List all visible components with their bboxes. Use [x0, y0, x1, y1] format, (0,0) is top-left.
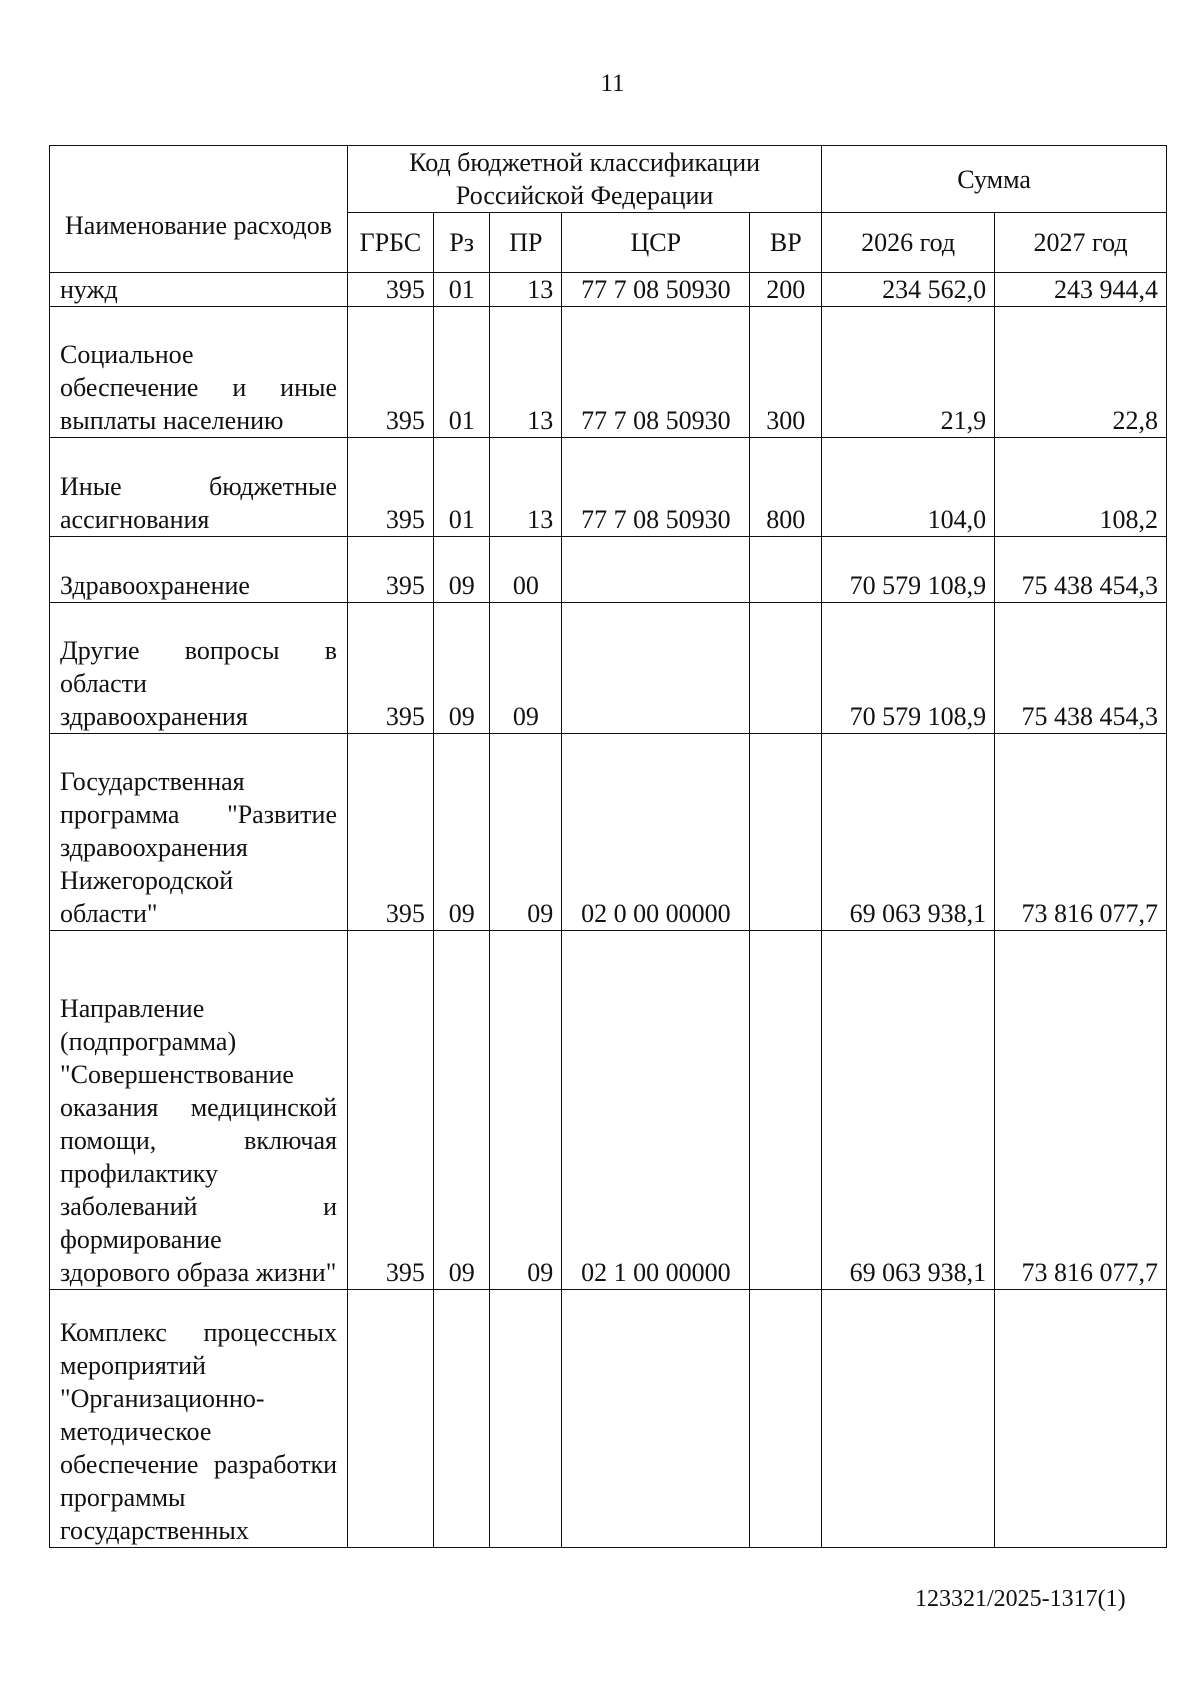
- row-2027: 75 438 454,3: [995, 603, 1167, 734]
- row-rz: [433, 1290, 490, 1548]
- header-code-group: Код бюджетной классификации Российской Федерации: [348, 146, 822, 213]
- budget-table: [49, 145, 1167, 1548]
- row-name: Комплекс процессных мероприятий "Организационно-методическое обеспечение разработки программы государственных: [50, 1290, 348, 1548]
- row-vr: 300: [750, 307, 822, 438]
- table-row: [50, 931, 1167, 1290]
- row-rz: 01: [433, 307, 490, 438]
- row-vr: [750, 603, 822, 734]
- row-2026: 69 063 938,1: [822, 734, 995, 931]
- row-2027: 73 816 077,7: [995, 734, 1167, 931]
- row-grbs: 395: [348, 931, 434, 1290]
- row-2027: 22,8: [995, 307, 1167, 438]
- row-pr: 09: [490, 734, 562, 931]
- row-2027: 75 438 454,3: [995, 537, 1167, 603]
- row-2026: 70 579 108,9: [822, 603, 995, 734]
- header-sum-group: Сумма: [822, 146, 1167, 213]
- row-rz: 01: [433, 273, 490, 307]
- row-pr: 09: [490, 603, 562, 734]
- table-row: [50, 734, 1167, 931]
- row-2026: 234 562,0: [822, 273, 995, 307]
- row-name: нужд: [50, 273, 348, 307]
- row-csr: 02 0 00 00000: [562, 734, 750, 931]
- row-vr: [750, 1290, 822, 1548]
- header-vr: ВР: [750, 213, 822, 273]
- row-vr: 800: [750, 438, 822, 537]
- table-row: [50, 438, 1167, 537]
- row-csr: 77 7 08 50930: [562, 273, 750, 307]
- row-rz: 01: [433, 438, 490, 537]
- row-2027: 243 944,4: [995, 273, 1167, 307]
- row-csr: 77 7 08 50930: [562, 307, 750, 438]
- row-grbs: 395: [348, 273, 434, 307]
- document-id: 123321/2025-1317(1): [915, 1586, 1126, 1612]
- page-number: 11: [600, 70, 625, 97]
- row-pr: [490, 1290, 562, 1548]
- row-name: Здравоохранение: [50, 537, 348, 603]
- header-2026: 2026 год: [822, 213, 995, 273]
- row-pr: 13: [490, 307, 562, 438]
- row-pr: 13: [490, 438, 562, 537]
- header-row-group: [50, 146, 1167, 213]
- row-2026: [822, 1290, 995, 1548]
- table-row: [50, 603, 1167, 734]
- row-pr: 09: [490, 931, 562, 1290]
- row-name: Государственная программа "Развитие здравоохранения Нижегородской области": [50, 734, 348, 931]
- row-2027: 73 816 077,7: [995, 931, 1167, 1290]
- row-2027: 108,2: [995, 438, 1167, 537]
- row-rz: 09: [433, 931, 490, 1290]
- row-2026: 69 063 938,1: [822, 931, 995, 1290]
- row-pr: 00: [490, 537, 562, 603]
- header-2027: 2027 год: [995, 213, 1167, 273]
- row-pr: 13: [490, 273, 562, 307]
- row-2027: [995, 1290, 1167, 1548]
- table-row: [50, 307, 1167, 438]
- table-row: [50, 273, 1167, 307]
- row-csr: [562, 603, 750, 734]
- row-grbs: [348, 1290, 434, 1548]
- row-vr: [750, 537, 822, 603]
- row-rz: 09: [433, 734, 490, 931]
- header-grbs: ГРБС: [348, 213, 434, 273]
- header-csr: ЦСР: [562, 213, 750, 273]
- table-row: [50, 537, 1167, 603]
- row-2026: 104,0: [822, 438, 995, 537]
- table-row: [50, 1290, 1167, 1548]
- row-csr: [562, 1290, 750, 1548]
- row-csr: [562, 537, 750, 603]
- row-name: Социальное обеспечение и иные выплаты населению: [50, 307, 348, 438]
- row-grbs: 395: [348, 603, 434, 734]
- row-grbs: 395: [348, 537, 434, 603]
- row-csr: 02 1 00 00000: [562, 931, 750, 1290]
- row-name: Направление (подпрограмма) "Совершенствование оказания медицинской помощи, включая профилактику заболеваний и формирование здорового образа жизни": [50, 931, 348, 1290]
- row-2026: 21,9: [822, 307, 995, 438]
- header-rz: Рз: [433, 213, 490, 273]
- row-vr: 200: [750, 273, 822, 307]
- row-vr: [750, 734, 822, 931]
- row-rz: 09: [433, 603, 490, 734]
- row-name: Иные бюджетные ассигнования: [50, 438, 348, 537]
- row-grbs: 395: [348, 438, 434, 537]
- row-vr: [750, 931, 822, 1290]
- row-2026: 70 579 108,9: [822, 537, 995, 603]
- header-pr: ПР: [490, 213, 562, 273]
- row-rz: 09: [433, 537, 490, 603]
- row-csr: 77 7 08 50930: [562, 438, 750, 537]
- row-name: Другие вопросы в области здравоохранения: [50, 603, 348, 734]
- header-name: Наименование расходов: [50, 146, 348, 273]
- row-grbs: 395: [348, 734, 434, 931]
- row-grbs: 395: [348, 307, 434, 438]
